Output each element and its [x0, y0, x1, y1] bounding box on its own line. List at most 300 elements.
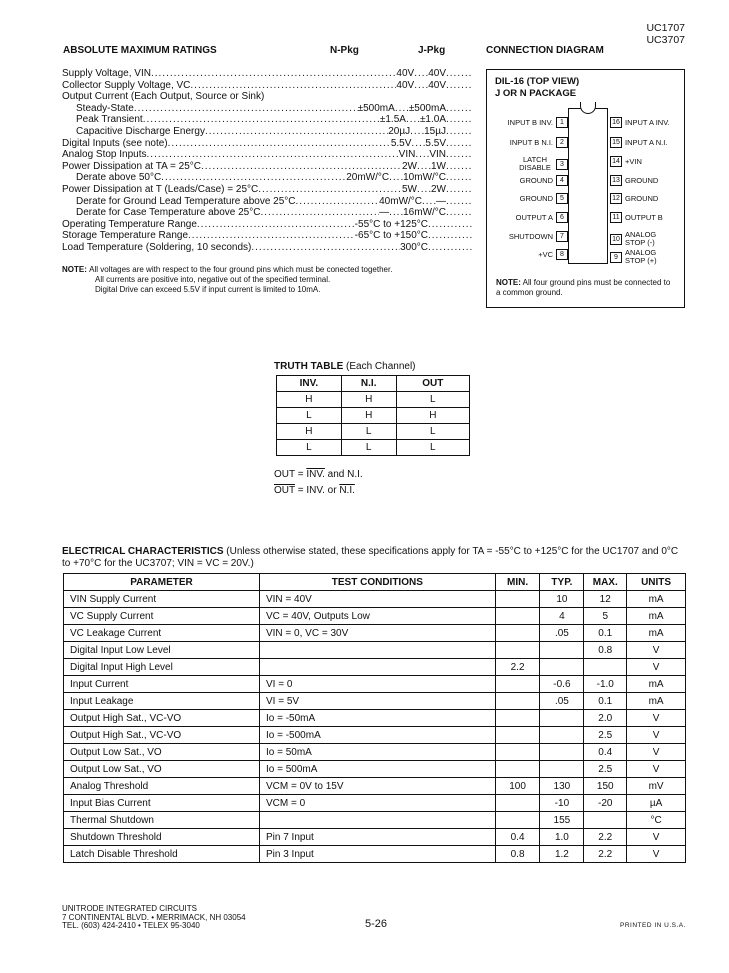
rating-label: Derate above 50°C: [76, 172, 162, 184]
truth-table-cell: H: [396, 408, 469, 424]
truth-table-cell: L: [341, 440, 396, 456]
rating-row: [62, 184, 472, 196]
rating-value-n: 300°C: [400, 241, 428, 253]
leader-dots: [161, 172, 346, 184]
leader-dots: [446, 68, 472, 80]
electrical-header: TYP.: [540, 574, 584, 591]
rating-row: [62, 219, 472, 231]
pin-label: OUTPUT A: [515, 213, 553, 222]
electrical-conditions: (Unless otherwise stated, these specifications apply for TA = -55°C to +125°C for the UC1707 and 0°C to +70°C for the UC3707; VIN = VC = 20V.): [62, 546, 679, 569]
connection-note-label: NOTE:: [496, 278, 521, 287]
electrical-cell: Io = -50mA: [259, 710, 495, 727]
rating-value-n: 2W: [402, 160, 417, 172]
electrical-cell: mA: [627, 625, 686, 642]
leader-dots: [446, 172, 472, 184]
abs-max-note-label: NOTE:: [62, 265, 87, 274]
electrical-cell: V: [627, 659, 686, 676]
rating-value-n: 5W: [402, 183, 417, 195]
electrical-cell: 2.2: [584, 829, 627, 846]
truth-table-equations: [274, 467, 363, 499]
electrical-header: TEST CONDITIONS: [259, 574, 495, 591]
rating-row: [62, 138, 472, 150]
leader-dots: [188, 230, 355, 242]
electrical-cell: 2.2: [495, 659, 540, 676]
leader-dots: [411, 138, 425, 150]
electrical-header: MIN.: [495, 574, 540, 591]
electrical-cell: 155: [540, 812, 584, 829]
electrical-cell: 5: [584, 608, 627, 625]
electrical-cell: VC = 40V, Outputs Low: [259, 608, 495, 625]
electrical-row: [64, 710, 686, 727]
equation-1-a: OUT =: [274, 469, 307, 480]
rating-value-j: ±1.0A: [419, 114, 446, 126]
electrical-cell: [495, 676, 540, 693]
package-title: [495, 76, 579, 100]
electrical-cell: Io = 50mA: [259, 744, 495, 761]
electrical-row: [64, 625, 686, 642]
equation-2-b: = INV. or: [294, 485, 340, 496]
footer-street: 7 CONTINENTAL BLVD. • MERRIMACK, NH 03054: [62, 912, 246, 922]
truth-table-cell: L: [277, 408, 342, 424]
abs-max-note-3: Digital Drive can exceed 5.5V if input current is limited to 10mA.: [95, 285, 321, 294]
electrical-cell: 150: [584, 778, 627, 795]
truth-table-row: [277, 424, 470, 440]
pin-right: [610, 175, 658, 186]
pin-number: 4: [556, 175, 568, 186]
pin-label: ANALOG STOP (-): [625, 230, 657, 247]
rating-value-j: ±500mA: [408, 102, 446, 114]
leader-dots: [422, 196, 436, 208]
connection-title: CONNECTION DIAGRAM: [486, 45, 604, 56]
truth-table-cell: H: [277, 424, 342, 440]
electrical-cell: 0.8: [495, 846, 540, 863]
electrical-cell: [495, 608, 540, 625]
rating-label: Supply Voltage, VIN: [62, 68, 151, 79]
package-line-2: J OR N PACKAGE: [495, 88, 577, 99]
electrical-row: [64, 778, 686, 795]
electrical-row: [64, 846, 686, 863]
rating-value-n: —: [379, 207, 390, 219]
electrical-cell: [540, 744, 584, 761]
rating-label: Peak Transient: [76, 114, 143, 126]
pin-right: [610, 137, 667, 148]
electrical-cell: mV: [627, 778, 686, 795]
electrical-cell: [495, 812, 540, 829]
pin-label: OUTPUT B: [625, 213, 663, 222]
rating-row: [62, 126, 472, 138]
leader-dots: [446, 196, 472, 208]
electrical-cell: [495, 625, 540, 642]
electrical-cell: Shutdown Threshold: [64, 829, 260, 846]
electrical-cell: 2.0: [584, 710, 627, 727]
electrical-cell: 100: [495, 778, 540, 795]
electrical-cell: 1.2: [540, 846, 584, 863]
electrical-cell: 2.5: [584, 761, 627, 778]
electrical-cell: [540, 761, 584, 778]
truth-table-cell: L: [341, 424, 396, 440]
pin-number: 14: [610, 156, 622, 167]
leader-dots: [410, 126, 424, 138]
pin-number: 10: [610, 234, 622, 245]
rating-label: Storage Temperature Range: [62, 230, 189, 242]
leader-dots: [260, 207, 379, 219]
pin-label: GROUND: [625, 194, 659, 203]
pin-left: [520, 193, 568, 204]
electrical-cell: VC Supply Current: [64, 608, 260, 625]
electrical-row: [64, 829, 686, 846]
rating-row: [62, 80, 472, 92]
rating-value-n: -55°C to +125°C: [354, 218, 428, 230]
electrical-cell: Io = -500mA: [259, 727, 495, 744]
rating-label: Load Temperature (Soldering, 10 seconds): [62, 241, 252, 253]
abs-max-note-2: All currents are positive into, negative out of the specified terminal.: [95, 275, 331, 284]
electrical-cell: -10: [540, 795, 584, 812]
leader-dots: [143, 114, 380, 126]
leader-dots: [414, 80, 428, 92]
pin-number: 13: [610, 175, 622, 186]
electrical-cell: VCM = 0V to 15V: [259, 778, 495, 795]
electrical-cell: [259, 642, 495, 659]
chip-body: [568, 108, 608, 264]
electrical-cell: 2.5: [584, 727, 627, 744]
electrical-cell: Output Low Sat., VO: [64, 744, 260, 761]
leader-dots: [417, 161, 431, 173]
leader-dots: [446, 103, 472, 115]
pin-right: [610, 193, 658, 204]
equation-1-b: INV.: [306, 469, 325, 480]
truth-table-header-row: [277, 376, 470, 392]
electrical-cell: Io = 500mA: [259, 761, 495, 778]
rating-label: Derate for Ground Lead Temperature above 25°C: [76, 195, 296, 207]
leader-dots: [446, 138, 472, 150]
rating-row: [62, 242, 472, 254]
pin-label: INPUT A INV.: [625, 118, 670, 127]
pin-number: 5: [556, 193, 568, 204]
leader-dots: [446, 114, 472, 126]
pin-label: +VC: [538, 250, 553, 259]
pin-left: [517, 156, 568, 172]
electrical-cell: Analog Threshold: [64, 778, 260, 795]
rating-row: [62, 196, 472, 208]
electrical-cell: VC Leakage Current: [64, 625, 260, 642]
electrical-row: [64, 676, 686, 693]
truth-table-cell: H: [341, 408, 396, 424]
rating-label: Power Dissipation at T (Leads/Case) = 25°C: [62, 183, 259, 195]
equation-1: [274, 467, 363, 483]
footer-address: [62, 905, 246, 931]
electrical-cell: VIN = 0, VC = 30V: [259, 625, 495, 642]
electrical-cell: [495, 642, 540, 659]
electrical-cell: Latch Disable Threshold: [64, 846, 260, 863]
electrical-cell: mA: [627, 676, 686, 693]
leader-dots: [406, 114, 420, 126]
pin-number: 3: [556, 159, 568, 170]
pin-left: [509, 231, 568, 242]
rating-row: [62, 161, 472, 173]
truth-table-header: INV.: [277, 376, 342, 392]
electrical-cell: VI = 5V: [259, 693, 495, 710]
rating-value-n: ±500mA: [357, 102, 395, 114]
electrical-cell: VIN Supply Current: [64, 591, 260, 608]
truth-table-cell: L: [396, 424, 469, 440]
pin-left: [520, 175, 568, 186]
electrical-cell: VI = 0: [259, 676, 495, 693]
electrical-cell: Pin 3 Input: [259, 846, 495, 863]
truth-table-cell: L: [396, 440, 469, 456]
electrical-cell: Digital Input High Level: [64, 659, 260, 676]
electrical-cell: V: [627, 829, 686, 846]
part-number-2: UC3707: [646, 34, 685, 46]
abs-max-note-1: All voltages are with respect to the four ground pins which must be conected together.: [89, 265, 393, 274]
electrical-cell: V: [627, 846, 686, 863]
rating-label: Power Dissipation at TA = 25°C: [62, 160, 201, 172]
electrical-cell: Thermal Shutdown: [64, 812, 260, 829]
rating-value-n: ±1.5A: [379, 114, 406, 126]
electrical-cell: [495, 795, 540, 812]
electrical-header: PARAMETER: [64, 574, 260, 591]
electrical-cell: 12: [584, 591, 627, 608]
package-line-1: DIL-16 (TOP VIEW): [495, 76, 580, 87]
pin-number: 1: [556, 117, 568, 128]
part-number-1: UC1707: [646, 22, 685, 34]
leader-dots: [190, 80, 396, 92]
pin-right: [610, 212, 663, 223]
electrical-cell: [540, 659, 584, 676]
pin-label: ANALOG STOP (+): [625, 248, 657, 265]
rating-value-j: —: [436, 195, 446, 207]
rating-value-j: 40V: [428, 68, 446, 79]
equation-2-a: $\overline{OUT}$: [274, 485, 295, 496]
truth-table-cell: H: [277, 392, 342, 408]
truth-table-title: [274, 361, 416, 372]
leader-dots: [258, 184, 402, 196]
electrical-cell: 0.4: [584, 744, 627, 761]
abs-max-col-n: N-Pkg: [330, 45, 359, 56]
rating-label: Capacitive Discharge Energy: [76, 125, 205, 137]
rating-row: [62, 207, 472, 219]
truth-table-header: N.I.: [341, 376, 396, 392]
rating-label: Analog Stop Inputs: [62, 149, 147, 161]
rating-value-j: 5.5V: [425, 137, 446, 149]
electrical-cell: 0.8: [584, 642, 627, 659]
rating-value-j: 10mW/°C: [403, 172, 446, 184]
electrical-cell: 130: [540, 778, 584, 795]
electrical-cell: -20: [584, 795, 627, 812]
electrical-cell: .05: [540, 693, 584, 710]
pin-left: [510, 137, 568, 148]
part-numbers: [646, 22, 685, 46]
electrical-cell: 0.1: [584, 693, 627, 710]
truth-table-row: [277, 408, 470, 424]
leader-dots: [134, 103, 358, 115]
rating-value-n: 40V: [396, 79, 415, 91]
rating-value-j: 15µJ: [424, 125, 446, 137]
electrical-cell: V: [627, 744, 686, 761]
truth-table-row: [277, 440, 470, 456]
pin-number: 9: [610, 252, 622, 263]
pin-label: SHUTDOWN: [508, 232, 553, 241]
electrical-row: [64, 744, 686, 761]
truth-table-cell: H: [341, 392, 396, 408]
electrical-title: [62, 546, 682, 570]
pin-right: [610, 117, 670, 128]
rating-row: [62, 103, 472, 115]
electrical-table: [63, 573, 686, 863]
leader-dots: [151, 68, 396, 80]
electrical-row: [64, 693, 686, 710]
leader-dots: [389, 172, 403, 184]
electrical-cell: [540, 710, 584, 727]
electrical-header: UNITS: [627, 574, 686, 591]
electrical-cell: 10: [540, 591, 584, 608]
electrical-cell: 1.0: [540, 829, 584, 846]
truth-table: [276, 375, 470, 456]
electrical-row: [64, 608, 686, 625]
pin-left: [516, 212, 568, 223]
truth-table-subtitle: (Each Channel): [346, 361, 416, 372]
electrical-cell: .05: [540, 625, 584, 642]
pin-number: 2: [556, 137, 568, 148]
electrical-row: [64, 727, 686, 744]
electrical-cell: 2.2: [584, 846, 627, 863]
electrical-cell: [495, 744, 540, 761]
rating-value-n: 40mW/°C: [379, 195, 422, 207]
pin-number: 7: [556, 231, 568, 242]
leader-dots: [428, 219, 472, 231]
truth-table-cell: L: [277, 440, 342, 456]
electrical-cell: [540, 642, 584, 659]
rating-value-j: 2W: [431, 183, 446, 195]
footer-company: UNITRODE INTEGRATED CIRCUITS: [62, 904, 197, 913]
rating-row: [62, 172, 472, 184]
footer-tel: TEL. (603) 424-2410 • TELEX 95-3040: [62, 921, 200, 930]
electrical-cell: -1.0: [584, 676, 627, 693]
electrical-cell: mA: [627, 693, 686, 710]
pin-right: [610, 249, 659, 265]
electrical-cell: [584, 812, 627, 829]
pin-label: INPUT A N.I.: [625, 138, 668, 147]
electrical-header-row: [64, 574, 686, 591]
electrical-cell: Pin 7 Input: [259, 829, 495, 846]
abs-max-notes: [62, 265, 392, 295]
electrical-cell: V: [627, 761, 686, 778]
leader-dots: [201, 161, 402, 173]
electrical-row: [64, 642, 686, 659]
electrical-cell: [495, 710, 540, 727]
electrical-cell: °C: [627, 812, 686, 829]
electrical-cell: V: [627, 710, 686, 727]
leader-dots: [197, 219, 355, 231]
electrical-row: [64, 795, 686, 812]
leader-dots: [446, 184, 472, 196]
leader-dots: [147, 149, 399, 161]
rating-value-n: -65°C to +150°C: [354, 230, 428, 242]
electrical-cell: 4: [540, 608, 584, 625]
electrical-title-main: ELECTRICAL CHARACTERISTICS: [62, 546, 224, 557]
electrical-cell: Digital Input Low Level: [64, 642, 260, 659]
truth-table-cell: L: [396, 392, 469, 408]
electrical-cell: VIN = 40V: [259, 591, 495, 608]
leader-dots: [251, 242, 400, 254]
rating-value-n: 40V: [396, 68, 415, 79]
electrical-cell: 0.4: [495, 829, 540, 846]
leader-dots: [415, 149, 429, 161]
connection-note-text: All four ground pins must be connected to a common ground.: [496, 278, 671, 297]
pin-number: 16: [610, 117, 622, 128]
leader-dots: [446, 126, 472, 138]
rating-label: Output Current (Each Output, Source or Sink): [62, 91, 265, 103]
rating-value-j: 1W: [431, 160, 446, 172]
rating-label: Collector Supply Voltage, VC: [62, 79, 191, 91]
abs-max-title: ABSOLUTE MAXIMUM RATINGS: [63, 45, 217, 56]
rating-row: [62, 149, 472, 161]
pin-right: [610, 156, 642, 167]
leader-dots: [417, 184, 431, 196]
electrical-cell: mA: [627, 591, 686, 608]
rating-row: [62, 114, 472, 126]
truth-table-header: OUT: [396, 376, 469, 392]
electrical-cell: Output Low Sat., VO: [64, 761, 260, 778]
rating-value-n: VIN: [398, 149, 416, 161]
leader-dots: [168, 138, 391, 150]
pin-left: [538, 249, 568, 260]
electrical-cell: [584, 659, 627, 676]
pin-number: 8: [556, 249, 568, 260]
pin-number: 11: [610, 212, 622, 223]
pin-right: [610, 231, 659, 247]
electrical-row: [64, 659, 686, 676]
electrical-cell: Input Current: [64, 676, 260, 693]
abs-max-col-j: J-Pkg: [418, 45, 446, 56]
pin-label: GROUND: [519, 176, 553, 185]
rating-label: Steady-State: [76, 102, 134, 114]
leader-dots: [446, 149, 472, 161]
rating-label: Digital Inputs (see note): [62, 137, 168, 149]
pin-number: 15: [610, 137, 622, 148]
rating-row: [62, 230, 472, 242]
electrical-cell: V: [627, 642, 686, 659]
electrical-cell: Output High Sat., VC-VO: [64, 710, 260, 727]
leader-dots: [296, 196, 380, 208]
rating-row: [62, 91, 472, 103]
electrical-cell: VCM = 0: [259, 795, 495, 812]
pin-left: [508, 117, 568, 128]
leader-dots: [395, 103, 409, 115]
electrical-cell: Input Leakage: [64, 693, 260, 710]
pin-label: INPUT B INV.: [507, 118, 553, 127]
electrical-row: [64, 812, 686, 829]
electrical-header: MAX.: [584, 574, 627, 591]
electrical-row: [64, 761, 686, 778]
leader-dots: [446, 161, 472, 173]
leader-dots: [428, 242, 472, 254]
electrical-cell: -0.6: [540, 676, 584, 693]
rating-row: [62, 68, 472, 80]
rating-label: Operating Temperature Range: [62, 218, 197, 230]
pin-label: INPUT B N.I.: [509, 138, 553, 147]
rating-value-n: 5.5V: [390, 137, 412, 149]
pin-label: LATCH DISABLE: [519, 155, 551, 172]
electrical-cell: [495, 761, 540, 778]
pin-number: 12: [610, 193, 622, 204]
electrical-cell: [259, 812, 495, 829]
leader-dots: [428, 230, 472, 242]
electrical-cell: [540, 727, 584, 744]
pin-label: +VIN: [625, 157, 642, 166]
electrical-cell: [495, 693, 540, 710]
truth-table-row: [277, 392, 470, 408]
connection-note: [496, 278, 676, 298]
